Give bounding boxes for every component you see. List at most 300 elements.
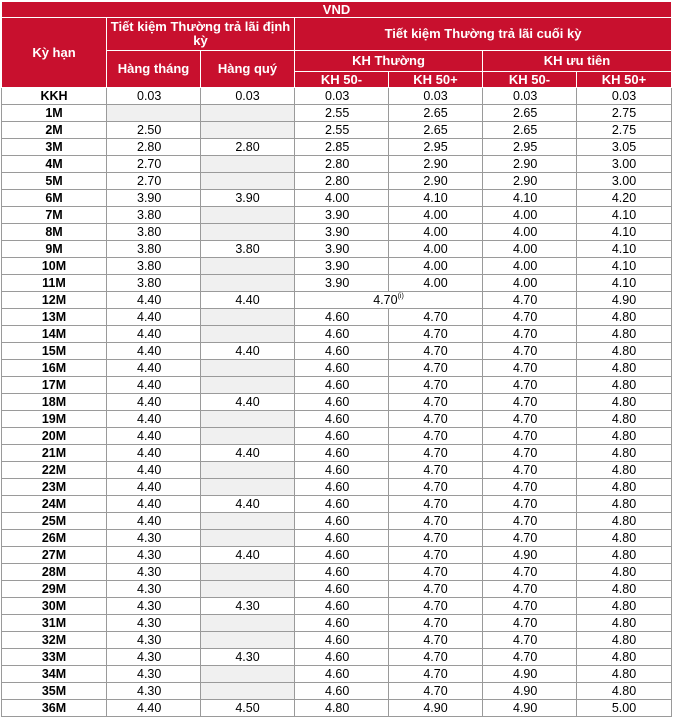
table-row xyxy=(2,190,672,207)
table-row xyxy=(2,649,672,666)
term-cell: 25M xyxy=(2,513,107,530)
regular-over-50-rate-cell: 4.00 xyxy=(389,241,483,258)
regular-over-50-rate-cell: 4.70 xyxy=(389,326,483,343)
regular-over-50-rate-cell: 4.70 xyxy=(389,479,483,496)
term-cell: 24M xyxy=(2,496,107,513)
priority-over-50-rate-cell: 4.80 xyxy=(577,581,672,598)
priority-over-50-rate-cell: 3.00 xyxy=(577,173,672,190)
regular-over-50-rate-cell: 4.70 xyxy=(389,632,483,649)
regular-under-50-rate-cell: 4.60 xyxy=(295,632,389,649)
priority-over-50-rate-cell: 4.80 xyxy=(577,683,672,700)
priority-under-50-rate-cell: 4.00 xyxy=(483,224,577,241)
priority-over-50-header: KH 50+ xyxy=(577,72,672,88)
quarterly-rate-cell xyxy=(201,581,295,598)
priority-over-50-rate-cell: 4.80 xyxy=(577,530,672,547)
priority-under-50-rate-cell: 2.90 xyxy=(483,156,577,173)
regular-over-50-rate-cell: 4.70 xyxy=(389,547,483,564)
regular-under-50-rate-cell: 3.90 xyxy=(295,224,389,241)
regular-under-50-rate-cell: 3.90 xyxy=(295,258,389,275)
regular-over-50-rate-cell: 4.70 xyxy=(389,411,483,428)
priority-under-50-rate-cell: 4.70 xyxy=(483,445,577,462)
quarterly-rate-cell: 4.30 xyxy=(201,598,295,615)
table-row xyxy=(2,122,672,139)
table-row xyxy=(2,275,672,292)
quarterly-rate-cell: 3.80 xyxy=(201,241,295,258)
monthly-rate-cell: 3.80 xyxy=(107,241,201,258)
term-cell: 15M xyxy=(2,343,107,360)
priority-under-50-rate-cell: 4.70 xyxy=(483,360,577,377)
monthly-rate-cell: 4.40 xyxy=(107,411,201,428)
regular-over-50-rate-cell: 4.00 xyxy=(389,275,483,292)
regular-under-50-rate-cell: 3.90 xyxy=(295,241,389,258)
currency-header: VND xyxy=(2,2,672,18)
term-cell: 9M xyxy=(2,241,107,258)
monthly-rate-cell: 4.40 xyxy=(107,700,201,717)
priority-under-50-rate-cell: 4.70 xyxy=(483,394,577,411)
priority-under-50-rate-cell: 4.00 xyxy=(483,241,577,258)
quarterly-rate-cell xyxy=(201,513,295,530)
priority-under-50-rate-cell: 2.65 xyxy=(483,105,577,122)
regular-under-50-rate-cell: 0.03 xyxy=(295,88,389,105)
priority-under-50-rate-cell: 4.70 xyxy=(483,411,577,428)
quarterly-rate-cell xyxy=(201,428,295,445)
priority-over-50-rate-cell: 4.80 xyxy=(577,547,672,564)
term-cell: 11M xyxy=(2,275,107,292)
regular-over-50-rate-cell: 4.90 xyxy=(389,700,483,717)
regular-over-50-rate-cell: 4.00 xyxy=(389,207,483,224)
term-cell: 30M xyxy=(2,598,107,615)
regular-under-50-rate-cell: 3.90 xyxy=(295,275,389,292)
monthly-rate-cell: 4.30 xyxy=(107,649,201,666)
monthly-header: Hàng tháng xyxy=(107,51,201,88)
table-row xyxy=(2,241,672,258)
term-cell: 16M xyxy=(2,360,107,377)
interest-rate-table xyxy=(1,1,672,717)
quarterly-rate-cell xyxy=(201,258,295,275)
monthly-rate-cell: 3.90 xyxy=(107,190,201,207)
term-cell: 26M xyxy=(2,530,107,547)
regular-customer-header: KH Thường xyxy=(295,51,483,72)
regular-over-50-rate-cell: 2.90 xyxy=(389,156,483,173)
priority-over-50-rate-cell: 4.80 xyxy=(577,377,672,394)
regular-under-50-rate-cell: 4.60 xyxy=(295,377,389,394)
priority-over-50-rate-cell: 4.10 xyxy=(577,275,672,292)
monthly-rate-cell: 4.40 xyxy=(107,462,201,479)
term-cell: 6M xyxy=(2,190,107,207)
quarterly-rate-cell xyxy=(201,683,295,700)
term-cell: 5M xyxy=(2,173,107,190)
quarterly-rate-cell: 4.30 xyxy=(201,649,295,666)
monthly-rate-cell: 4.40 xyxy=(107,292,201,309)
quarterly-rate-cell xyxy=(201,156,295,173)
quarterly-rate-cell xyxy=(201,275,295,292)
term-cell: 22M xyxy=(2,462,107,479)
priority-under-50-rate-cell: 4.70 xyxy=(483,309,577,326)
regular-under-50-rate-cell: 4.60 xyxy=(295,666,389,683)
quarterly-rate-cell xyxy=(201,105,295,122)
monthly-rate-cell: 4.30 xyxy=(107,547,201,564)
priority-over-50-rate-cell: 0.03 xyxy=(577,88,672,105)
quarterly-rate-cell xyxy=(201,462,295,479)
table-row xyxy=(2,224,672,241)
priority-over-50-rate-cell: 4.80 xyxy=(577,564,672,581)
table-row xyxy=(2,445,672,462)
regular-under-50-rate-cell: 2.80 xyxy=(295,156,389,173)
regular-under-50-rate-cell: 2.55 xyxy=(295,105,389,122)
quarterly-rate-cell xyxy=(201,377,295,394)
table-row xyxy=(2,360,672,377)
priority-under-50-rate-cell: 4.90 xyxy=(483,666,577,683)
regular-over-50-rate-cell: 4.70 xyxy=(389,377,483,394)
term-cell: 33M xyxy=(2,649,107,666)
term-cell: 35M xyxy=(2,683,107,700)
table-row xyxy=(2,479,672,496)
quarterly-rate-cell xyxy=(201,564,295,581)
regular-under-50-rate-cell: 4.60 xyxy=(295,496,389,513)
table-row xyxy=(2,411,672,428)
table-row xyxy=(2,496,672,513)
priority-under-50-rate-cell: 4.70 xyxy=(483,292,577,309)
regular-over-50-rate-cell: 4.70 xyxy=(389,462,483,479)
table-row xyxy=(2,564,672,581)
priority-under-50-rate-cell: 4.00 xyxy=(483,258,577,275)
regular-under-50-rate-cell: 4.60 xyxy=(295,564,389,581)
periodic-interest-header: Tiết kiệm Thường trả lãi định kỳ xyxy=(107,18,295,51)
quarterly-rate-cell: 4.40 xyxy=(201,445,295,462)
term-cell: KKH xyxy=(2,88,107,105)
quarterly-rate-cell xyxy=(201,411,295,428)
table-row xyxy=(2,666,672,683)
regular-under-50-rate-cell: 2.55 xyxy=(295,122,389,139)
priority-under-50-rate-cell: 4.00 xyxy=(483,275,577,292)
term-cell: 34M xyxy=(2,666,107,683)
monthly-rate-cell: 4.40 xyxy=(107,326,201,343)
regular-under-50-rate-cell: 4.60 xyxy=(295,309,389,326)
footnote-mark: (i) xyxy=(397,293,404,300)
quarterly-rate-cell xyxy=(201,309,295,326)
quarterly-rate-cell: 4.40 xyxy=(201,394,295,411)
priority-over-50-rate-cell: 3.05 xyxy=(577,139,672,156)
regular-under-50-rate-cell: 2.85 xyxy=(295,139,389,156)
term-cell: 23M xyxy=(2,479,107,496)
priority-under-50-rate-cell: 4.70 xyxy=(483,598,577,615)
priority-under-50-rate-cell: 4.70 xyxy=(483,428,577,445)
quarterly-rate-cell: 0.03 xyxy=(201,88,295,105)
monthly-rate-cell: 2.70 xyxy=(107,156,201,173)
monthly-rate-cell: 4.30 xyxy=(107,530,201,547)
regular-under-50-rate-cell: 4.60 xyxy=(295,598,389,615)
priority-over-50-rate-cell: 4.80 xyxy=(577,462,672,479)
regular-over-50-rate-cell: 4.70 xyxy=(389,683,483,700)
priority-over-50-rate-cell: 4.10 xyxy=(577,207,672,224)
term-cell: 31M xyxy=(2,615,107,632)
priority-under-50-rate-cell: 4.70 xyxy=(483,564,577,581)
term-cell: 13M xyxy=(2,309,107,326)
table-row xyxy=(2,632,672,649)
table-body xyxy=(2,88,672,717)
regular-under-50-rate-cell: 4.00 xyxy=(295,190,389,207)
term-cell: 8M xyxy=(2,224,107,241)
regular-over-50-rate-cell: 2.65 xyxy=(389,122,483,139)
priority-under-50-rate-cell: 4.70 xyxy=(483,496,577,513)
table-header xyxy=(2,2,672,88)
term-cell: 7M xyxy=(2,207,107,224)
table-row xyxy=(2,139,672,156)
regular-under-50-rate-cell: 4.60 xyxy=(295,683,389,700)
priority-under-50-rate-cell: 2.65 xyxy=(483,122,577,139)
priority-under-50-rate-cell: 4.70 xyxy=(483,632,577,649)
priority-over-50-rate-cell: 4.80 xyxy=(577,326,672,343)
monthly-rate-cell: 4.40 xyxy=(107,445,201,462)
priority-over-50-rate-cell: 4.80 xyxy=(577,309,672,326)
regular-over-50-rate-cell: 4.70 xyxy=(389,530,483,547)
regular-over-50-rate-cell: 2.65 xyxy=(389,105,483,122)
priority-under-50-rate-cell: 4.90 xyxy=(483,683,577,700)
table-row xyxy=(2,377,672,394)
table-row xyxy=(2,581,672,598)
monthly-rate-cell: 4.40 xyxy=(107,513,201,530)
priority-under-50-rate-cell: 2.95 xyxy=(483,139,577,156)
regular-over-50-rate-cell: 4.70 xyxy=(389,343,483,360)
priority-over-50-rate-cell: 4.80 xyxy=(577,598,672,615)
monthly-rate-cell xyxy=(107,105,201,122)
regular-over-50-rate-cell: 4.70 xyxy=(389,666,483,683)
priority-over-50-rate-cell: 4.80 xyxy=(577,360,672,377)
monthly-rate-cell: 4.30 xyxy=(107,615,201,632)
regular-under-50-rate-cell: 4.60 xyxy=(295,649,389,666)
regular-over-50-rate-cell: 4.70 xyxy=(389,649,483,666)
monthly-rate-cell: 2.70 xyxy=(107,173,201,190)
priority-under-50-header: KH 50- xyxy=(483,72,577,88)
monthly-rate-cell: 3.80 xyxy=(107,207,201,224)
table-row xyxy=(2,547,672,564)
priority-under-50-rate-cell: 4.70 xyxy=(483,326,577,343)
priority-under-50-rate-cell: 2.90 xyxy=(483,173,577,190)
term-cell: 14M xyxy=(2,326,107,343)
monthly-rate-cell: 4.30 xyxy=(107,581,201,598)
table-row xyxy=(2,598,672,615)
regular-over-50-rate-cell: 4.70 xyxy=(389,598,483,615)
monthly-rate-cell: 4.40 xyxy=(107,428,201,445)
quarterly-rate-cell xyxy=(201,666,295,683)
monthly-rate-cell: 0.03 xyxy=(107,88,201,105)
term-cell: 27M xyxy=(2,547,107,564)
term-cell: 36M xyxy=(2,700,107,717)
table-row xyxy=(2,683,672,700)
regular-under-50-header: KH 50- xyxy=(295,72,389,88)
quarterly-rate-cell: 4.40 xyxy=(201,292,295,309)
priority-over-50-rate-cell: 4.80 xyxy=(577,479,672,496)
priority-under-50-rate-cell: 4.70 xyxy=(483,479,577,496)
regular-under-50-rate-cell: 4.60 xyxy=(295,581,389,598)
quarterly-rate-cell: 4.40 xyxy=(201,547,295,564)
priority-under-50-rate-cell: 4.70 xyxy=(483,649,577,666)
table-row xyxy=(2,700,672,717)
regular-under-50-rate-cell: 4.60 xyxy=(295,411,389,428)
table-row xyxy=(2,105,672,122)
priority-over-50-rate-cell: 4.80 xyxy=(577,445,672,462)
priority-under-50-rate-cell: 4.70 xyxy=(483,581,577,598)
monthly-rate-cell: 3.80 xyxy=(107,275,201,292)
term-cell: 32M xyxy=(2,632,107,649)
table-row xyxy=(2,343,672,360)
regular-under-50-rate-cell: 4.60 xyxy=(295,513,389,530)
table-row xyxy=(2,258,672,275)
regular-under-50-rate-cell: 3.90 xyxy=(295,207,389,224)
priority-over-50-rate-cell: 4.80 xyxy=(577,394,672,411)
monthly-rate-cell: 4.40 xyxy=(107,479,201,496)
term-cell: 20M xyxy=(2,428,107,445)
monthly-rate-cell: 4.40 xyxy=(107,377,201,394)
priority-under-50-rate-cell: 4.70 xyxy=(483,615,577,632)
term-cell: 10M xyxy=(2,258,107,275)
table-row xyxy=(2,428,672,445)
table-row xyxy=(2,309,672,326)
regular-over-50-rate-cell: 4.10 xyxy=(389,190,483,207)
priority-under-50-rate-cell: 4.70 xyxy=(483,377,577,394)
priority-over-50-rate-cell: 4.80 xyxy=(577,632,672,649)
regular-over-50-rate-cell: 4.70 xyxy=(389,394,483,411)
table-row xyxy=(2,394,672,411)
monthly-rate-cell: 4.40 xyxy=(107,496,201,513)
quarterly-rate-cell xyxy=(201,224,295,241)
priority-under-50-rate-cell: 4.70 xyxy=(483,530,577,547)
regular-under-50-rate-cell: 4.60 xyxy=(295,326,389,343)
table-row xyxy=(2,513,672,530)
regular-under-50-rate-cell: 4.60 xyxy=(295,462,389,479)
regular-under-50-rate-cell: 4.60 xyxy=(295,530,389,547)
quarterly-rate-cell xyxy=(201,615,295,632)
quarterly-rate-cell xyxy=(201,632,295,649)
quarterly-rate-cell xyxy=(201,207,295,224)
quarterly-rate-cell xyxy=(201,122,295,139)
monthly-rate-cell: 4.30 xyxy=(107,683,201,700)
priority-over-50-rate-cell: 4.90 xyxy=(577,292,672,309)
monthly-rate-cell: 4.40 xyxy=(107,343,201,360)
regular-under-50-rate-cell: 4.60 xyxy=(295,479,389,496)
regular-over-50-rate-cell: 4.70 xyxy=(389,309,483,326)
term-cell: 2M xyxy=(2,122,107,139)
priority-under-50-rate-cell: 4.70 xyxy=(483,343,577,360)
regular-over-50-rate-cell: 4.70 xyxy=(389,513,483,530)
monthly-rate-cell: 3.80 xyxy=(107,224,201,241)
priority-under-50-rate-cell: 0.03 xyxy=(483,88,577,105)
monthly-rate-cell: 4.30 xyxy=(107,666,201,683)
priority-over-50-rate-cell: 4.80 xyxy=(577,649,672,666)
regular-over-50-rate-cell: 0.03 xyxy=(389,88,483,105)
term-cell: 18M xyxy=(2,394,107,411)
quarterly-rate-cell xyxy=(201,326,295,343)
priority-under-50-rate-cell: 4.70 xyxy=(483,462,577,479)
quarterly-rate-cell xyxy=(201,360,295,377)
end-of-term-interest-header: Tiết kiệm Thường trả lãi cuối kỳ xyxy=(295,18,672,51)
term-cell: 3M xyxy=(2,139,107,156)
regular-over-50-rate-cell: 4.70 xyxy=(389,428,483,445)
priority-over-50-rate-cell: 4.80 xyxy=(577,411,672,428)
priority-customer-header: KH ưu tiên xyxy=(483,51,672,72)
quarterly-rate-cell xyxy=(201,479,295,496)
priority-over-50-rate-cell: 2.75 xyxy=(577,122,672,139)
regular-over-50-rate-cell: 4.70 xyxy=(389,615,483,632)
table-row xyxy=(2,462,672,479)
quarterly-header: Hàng quý xyxy=(201,51,295,88)
priority-over-50-rate-cell: 4.80 xyxy=(577,513,672,530)
priority-under-50-rate-cell: 4.70 xyxy=(483,513,577,530)
regular-over-50-rate-cell: 4.70 xyxy=(389,360,483,377)
regular-under-50-rate-cell: 4.60 xyxy=(295,615,389,632)
regular-over-50-header: KH 50+ xyxy=(389,72,483,88)
regular-under-50-rate-cell: 4.60 xyxy=(295,547,389,564)
term-cell: 21M xyxy=(2,445,107,462)
quarterly-rate-cell: 3.90 xyxy=(201,190,295,207)
table-row xyxy=(2,326,672,343)
table-row xyxy=(2,530,672,547)
term-cell: 29M xyxy=(2,581,107,598)
table-row xyxy=(2,156,672,173)
regular-over-50-rate-cell: 4.70 xyxy=(389,445,483,462)
monthly-rate-cell: 4.40 xyxy=(107,360,201,377)
priority-over-50-rate-cell: 4.80 xyxy=(577,666,672,683)
term-header: Kỳ hạn xyxy=(2,18,107,88)
quarterly-rate-cell xyxy=(201,530,295,547)
regular-under-50-rate-cell: 2.80 xyxy=(295,173,389,190)
regular-under-50-rate-cell: 4.80 xyxy=(295,700,389,717)
regular-over-50-rate-cell: 4.70 xyxy=(389,564,483,581)
regular-under-50-rate-cell: 4.60 xyxy=(295,394,389,411)
quarterly-rate-cell: 4.40 xyxy=(201,343,295,360)
table-row xyxy=(2,207,672,224)
table-row xyxy=(2,173,672,190)
priority-over-50-rate-cell: 4.80 xyxy=(577,343,672,360)
priority-over-50-rate-cell: 4.20 xyxy=(577,190,672,207)
regular-over-50-rate-cell: 4.00 xyxy=(389,224,483,241)
priority-under-50-rate-cell: 4.90 xyxy=(483,547,577,564)
regular-over-50-rate-cell: 4.00 xyxy=(389,258,483,275)
quarterly-rate-cell: 4.50 xyxy=(201,700,295,717)
monthly-rate-cell: 4.40 xyxy=(107,394,201,411)
term-cell: 1M xyxy=(2,105,107,122)
regular-under-50-rate-cell: 4.60 xyxy=(295,343,389,360)
priority-over-50-rate-cell: 5.00 xyxy=(577,700,672,717)
term-cell: 19M xyxy=(2,411,107,428)
regular-over-50-rate-cell: 4.70 xyxy=(389,581,483,598)
regular-over-50-rate-cell: 2.90 xyxy=(389,173,483,190)
term-cell: 28M xyxy=(2,564,107,581)
priority-over-50-rate-cell: 4.10 xyxy=(577,224,672,241)
term-cell: 4M xyxy=(2,156,107,173)
regular-merged-rate-value: 4.70 xyxy=(373,293,398,307)
monthly-rate-cell: 4.30 xyxy=(107,598,201,615)
monthly-rate-cell: 4.30 xyxy=(107,564,201,581)
priority-over-50-rate-cell: 4.10 xyxy=(577,258,672,275)
priority-over-50-rate-cell: 4.80 xyxy=(577,615,672,632)
table-row xyxy=(2,88,672,105)
quarterly-rate-cell xyxy=(201,173,295,190)
monthly-rate-cell: 2.80 xyxy=(107,139,201,156)
priority-under-50-rate-cell: 4.90 xyxy=(483,700,577,717)
regular-under-50-rate-cell: 4.60 xyxy=(295,445,389,462)
priority-under-50-rate-cell: 4.10 xyxy=(483,190,577,207)
monthly-rate-cell: 2.50 xyxy=(107,122,201,139)
priority-over-50-rate-cell: 3.00 xyxy=(577,156,672,173)
regular-under-50-rate-cell: 4.60 xyxy=(295,360,389,377)
regular-under-50-rate-cell: 4.60 xyxy=(295,428,389,445)
priority-under-50-rate-cell: 4.00 xyxy=(483,207,577,224)
quarterly-rate-cell: 2.80 xyxy=(201,139,295,156)
priority-over-50-rate-cell: 4.80 xyxy=(577,496,672,513)
regular-over-50-rate-cell: 4.70 xyxy=(389,496,483,513)
priority-over-50-rate-cell: 2.75 xyxy=(577,105,672,122)
